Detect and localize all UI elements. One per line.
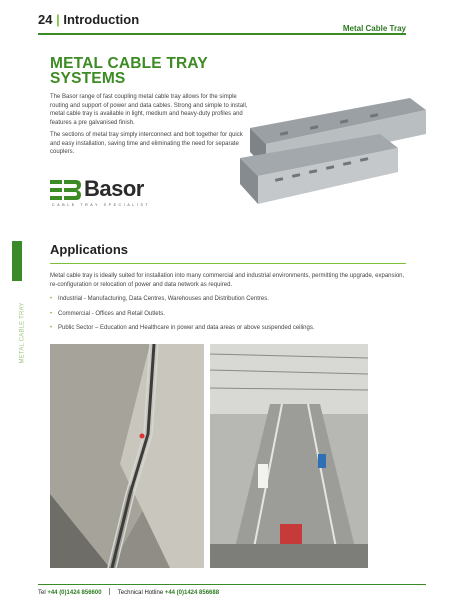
basor-logo-wordmark: Basor: [84, 176, 144, 201]
basor-logo: [50, 178, 170, 208]
list-item: • Industrial - Manufacturing, Data Centres, Warehouses and Distribution Centres.: [50, 295, 410, 304]
cable-tray-product-image: [230, 88, 430, 216]
intro-paragraph-1: The Basor range of fast coupling metal cable tray allows for the simple routing and support of power and data cables. Strong and simple to install, metal cable tray is available in light, medium and heavy-duty profiles and features a pre galvanised finish.: [50, 94, 248, 126]
applications-text: [50, 272, 410, 339]
side-section-label: METAL CABLE TRAY: [19, 302, 26, 364]
header-separator: |: [56, 12, 60, 27]
footer-divider: [38, 584, 426, 585]
applications-intro: Metal cable tray is ideally suited for installation into many commercial and industrial environments, permitting the upgrade, expansion, re-configuration or relocation of power and data network as required.: [50, 273, 405, 288]
intro-paragraph-2: The sections of metal tray simply interconnect and bolt together for quick and easy installation, saving time and eliminating the need for separate couplers.: [50, 132, 243, 155]
page-header: [38, 12, 139, 27]
applications-divider: [50, 263, 406, 264]
title-line-2: SYSTEMS: [50, 70, 126, 87]
applications-list: [50, 295, 410, 333]
intro-text: [50, 93, 250, 161]
page-title: [50, 56, 208, 86]
list-item: • Public Sector – Education and Healthcare in power and data areas or above suspended ceilings.: [50, 324, 410, 333]
title-line-1: METAL CABLE TRAY: [50, 55, 208, 72]
installation-photo-concrete-wall: [50, 344, 204, 568]
header-divider: [38, 33, 406, 35]
footer-tel-label: Tel: [38, 590, 46, 596]
footer-tel-number: +44 (0)1424 856600: [47, 590, 102, 596]
footer-separator: [109, 588, 110, 595]
footer-hotline-number: +44 (0)1424 856688: [164, 590, 220, 596]
basor-logo-tagline: CABLE TRAY SPECIALIST: [52, 203, 151, 207]
header-category-label: Metal Cable Tray: [342, 24, 406, 33]
section-title: Introduction: [63, 12, 140, 27]
installation-photo-ceiling-trays: [210, 344, 368, 568]
side-section-tab: [12, 241, 22, 281]
basor-logo-mark-icon: [50, 180, 82, 200]
page-footer: [38, 588, 219, 596]
applications-heading: Applications: [50, 242, 129, 257]
page-number: 24: [38, 12, 53, 27]
footer-hotline-label: Technical Hotline: [117, 590, 164, 596]
list-item: • Commercial - Offices and Retail Outlets.: [50, 310, 410, 319]
